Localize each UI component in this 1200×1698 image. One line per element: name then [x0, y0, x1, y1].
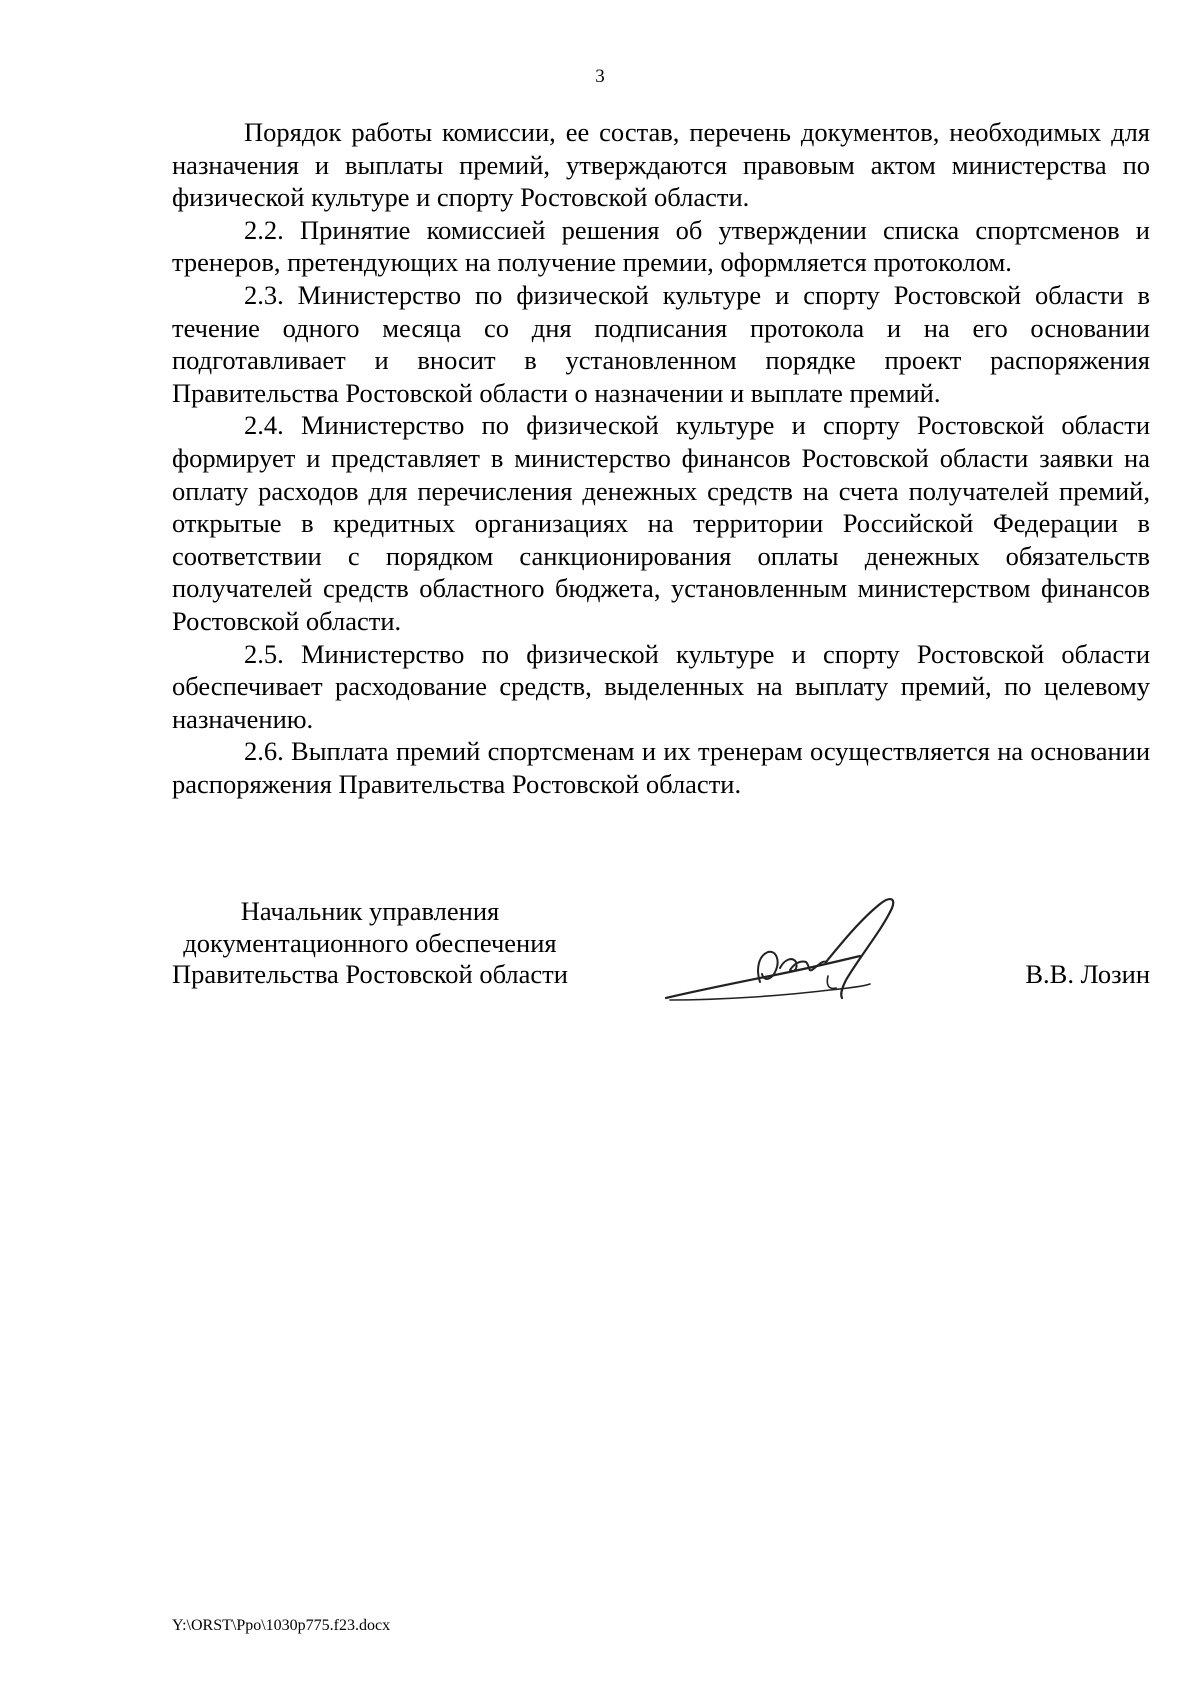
- paragraph-2-5: 2.5. Министерство по физической культуре и спорту Ростовской области обеспечивает расходование средств, выделенных на выплату премий, по целевому назначению.: [172, 638, 1150, 734]
- paragraph-2-3: 2.3. Министерство по физической культуре и спорту Ростовской области в течение одного месяца со дня подписания протокола и на его основании подготавливает и вносит в установленном порядке проект распоряжения Правительства Ростовской области о назначении и выплате премий.: [172, 279, 1150, 408]
- page-number: 3: [595, 66, 605, 87]
- paragraph-2-2: 2.2. Принятие комиссией решения об утверждении списка спортсменов и тренеров, претендующих на получение премии, оформляется протоколом.: [172, 214, 1150, 278]
- signatory-position-line: Начальник управления: [240, 896, 500, 926]
- signatory-position-line: Правительства Ростовской области: [172, 959, 568, 989]
- document-body: [172, 116, 1150, 800]
- signatory-name: В.В. Лозин: [1025, 959, 1150, 989]
- signatory-position: [172, 896, 568, 991]
- paragraph-2-4: 2.4. Министерство по физической культуре и спорту Ростовской области формирует и представляет в министерство финансов Ростовской области заявки на оплату расходов для перечисления денежных средств на счета получателей премий, открытые в кредитных организациях на территории Российской Федерации в соответствии с порядком санкционирования оплаты денежных обязательств получателей средств областного бюджета, установленным министерством финансов Ростовской области.: [172, 410, 1150, 636]
- paragraph-2-6: 2.6. Выплата премий спортсменам и их тренерам осуществляется на основании распоряжения Правительства Ростовской области.: [172, 736, 1150, 799]
- handwritten-signature: [660, 890, 950, 1010]
- signatory-position-line: документационного обеспечения: [183, 927, 557, 958]
- paragraph-commission-procedure: Порядок работы комиссии, ее состав, перечень документов, необходимых для назначения и выплаты премий, утверждаются правовым актом министерства по физической культуре и спорту Ростовской области.: [172, 117, 1150, 213]
- document-file-path: Y:\ORST\Ppo\1030p775.f23.docx: [172, 1617, 391, 1634]
